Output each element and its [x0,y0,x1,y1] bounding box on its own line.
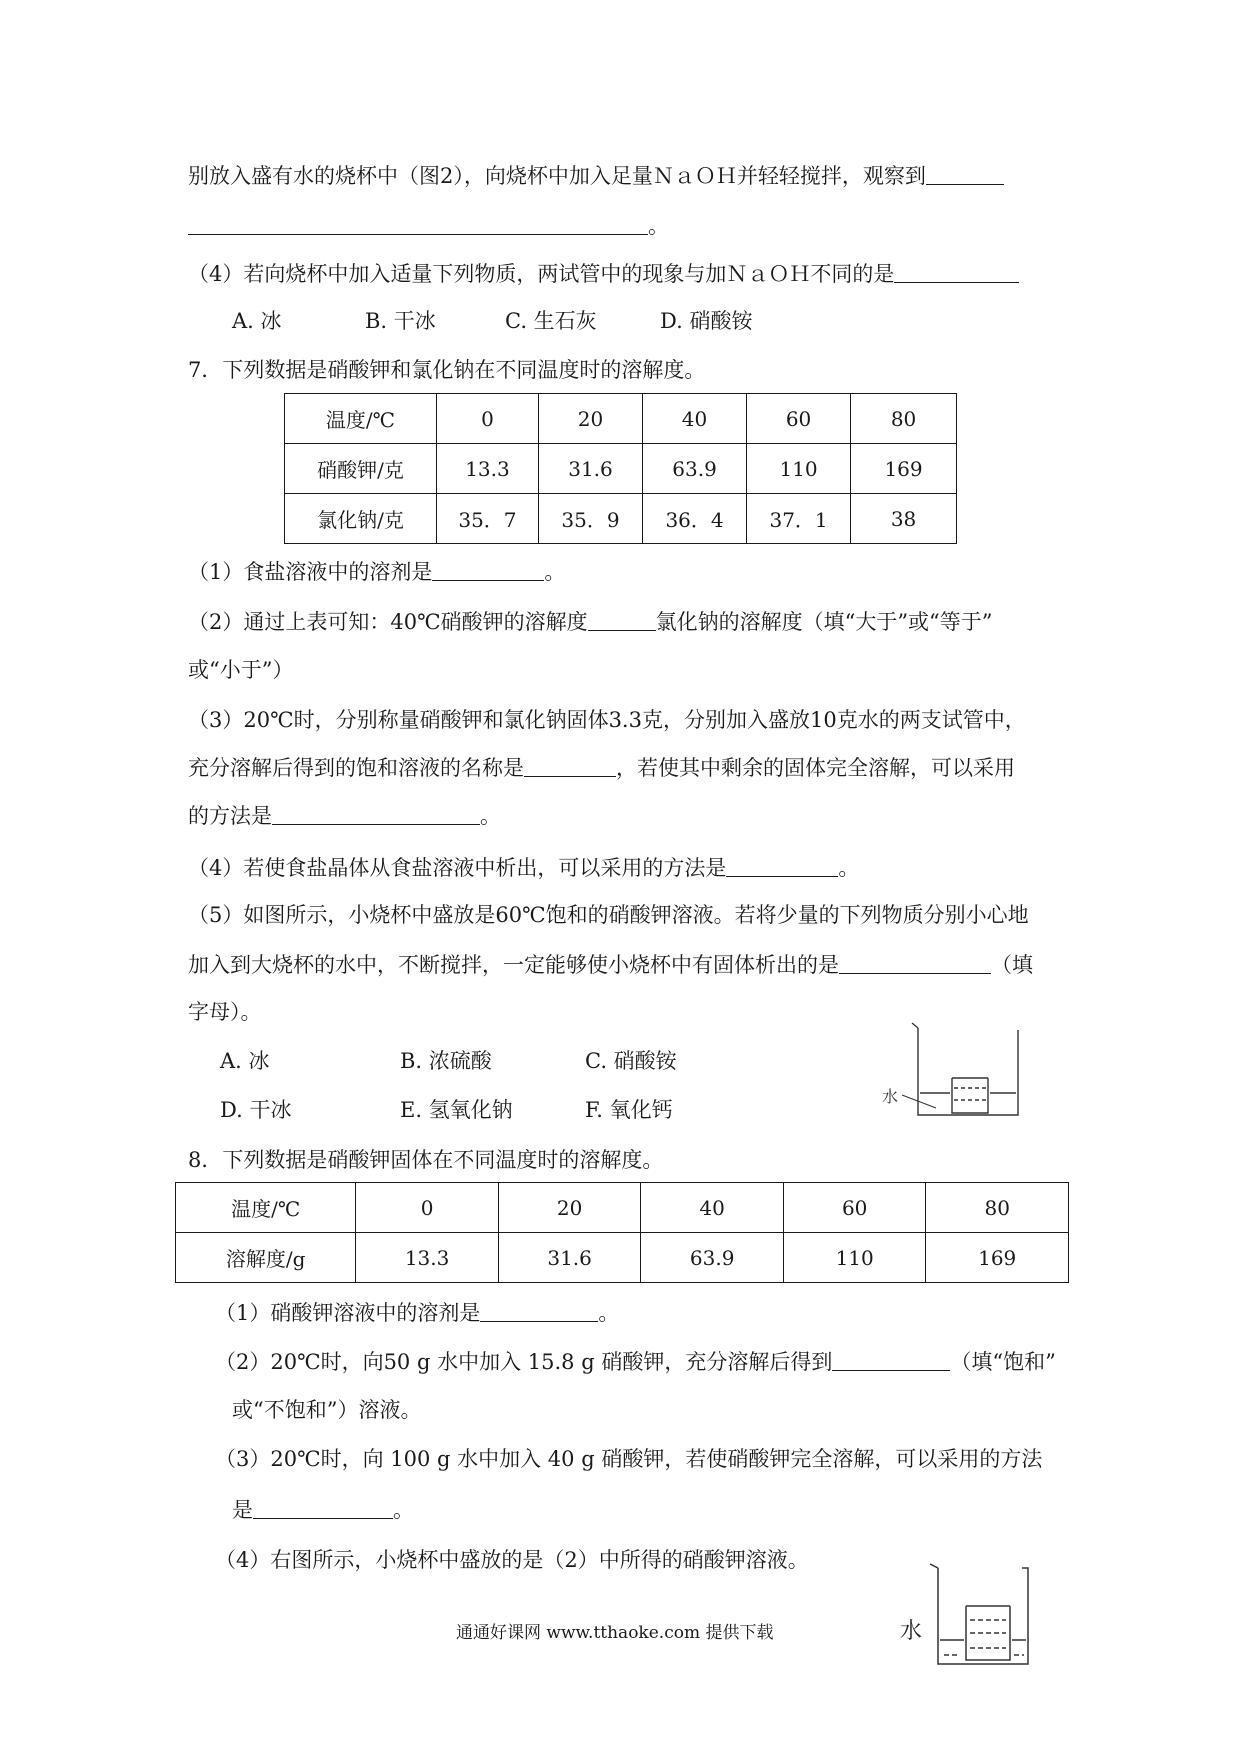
q7-option-a: A. 冰 [220,1049,270,1073]
q7-option-b: B. 浓硫酸 [400,1049,492,1073]
q8-table-row-solubility [176,1233,1069,1283]
q8-sub3-blank[interactable] [253,1494,393,1519]
q8-sub3: （3）20℃时，向 100 g 水中加入 40 g 硝酸钾，若使硝酸钾完全溶解，可以采用的方法 [215,1447,1043,1471]
q6-option-b: B. 干冰 [365,309,436,333]
q7-beaker-figure [880,1020,1020,1120]
q8-sub2-cont: 或“不饱和”）溶液。 [232,1398,422,1422]
q7-header-cell: 80 [851,394,957,444]
page-footer: 通通好课网 www.tthaoke.com 提供下载 [456,1623,774,1643]
q7-sub5-line2: 加入到大烧杯的水中，不断搅拌，一定能够使小烧杯中有固体析出的是 （填 [188,949,1033,980]
q7-sub1-blank[interactable] [432,556,544,581]
q7-table-cell: 169 [851,444,957,494]
q7-table-cell: 37．1 [747,494,851,544]
q7-header-cell: 40 [643,394,747,444]
q7-header-cell: 60 [747,394,851,444]
q7-title: 7．下列数据是硝酸钾和氯化钠在不同温度时的溶解度。 [188,358,706,382]
q7-sub3: （3）20℃时，分别称量硝酸钾和氯化钠固体3.3克，分别加入盛放10克水的两支试管中， [188,708,1026,732]
q8-sub1: （1）硝酸钾溶液中的溶剂是 。 [215,1297,619,1328]
q7-table-cell: 35．9 [538,494,642,544]
q6-answer-blank-1[interactable] [926,160,1004,185]
q8-figure-label: 水 [900,1619,923,1644]
q8-sub1-blank[interactable] [480,1297,598,1322]
q7-header-cell: 20 [538,394,642,444]
q7-sub2-cont: 或“小于”） [188,658,294,682]
q6-sub4: （4）若向烧杯中加入适量下列物质，两试管中的现象与加ＮａＯＨ不同的是 [188,258,1019,289]
q6-sub4-blank[interactable] [894,258,1019,283]
q7-sub4: （4）若使食盐晶体从食盐溶液中析出，可以采用的方法是 。 [188,852,859,883]
q8-sub4: （4）右图所示，小烧杯中盛放的是（2）中所得的硝酸钾溶液。 [215,1548,809,1572]
q7-table-cell: 硝酸钾/克 [285,444,437,494]
q7-table-row-kno3 [285,444,957,494]
q6-option-d: D. 硝酸铵 [660,309,753,333]
q7-sub3-line2: 充分溶解后得到的饱和溶液的名称是 ，若使其中剩余的固体完全溶解，可以采用 [188,752,1015,783]
q6-option-c: C. 生石灰 [505,309,597,333]
q8-table-cell: 169 [926,1233,1069,1283]
q7-table-header-row [285,394,957,444]
q7-table-cell: 31.6 [538,444,642,494]
q6-option-a: A. 冰 [232,309,282,333]
q7-sub3-blank-1[interactable] [524,752,616,777]
q7-option-e: E. 氢氧化钠 [400,1098,513,1122]
q8-header-cell: 60 [783,1183,926,1233]
q8-table-cell: 31.6 [498,1233,641,1283]
q7-sub5-blank[interactable] [839,949,991,974]
q8-header-cell: 80 [926,1183,1069,1233]
q8-sub2-blank[interactable] [832,1346,950,1371]
q7-sub3-blank-2[interactable] [272,800,480,825]
q7-table-cell: 110 [747,444,851,494]
q8-sub2: （2）20℃时，向50 g 水中加入 15.8 g 硝酸钾，充分溶解后得到 （填“饱和” [215,1346,1056,1377]
q7-table-row-nacl [285,494,957,544]
q7-table-cell: 38 [851,494,957,544]
q7-table-cell: 36．4 [643,494,747,544]
q8-header-cell: 温度/℃ [176,1183,356,1233]
q7-option-d: D. 干冰 [220,1098,292,1122]
q8-table-cell: 110 [783,1233,926,1283]
q7-solubility-table [284,393,957,544]
q7-sub2-blank[interactable] [588,606,656,631]
q7-header-cell: 温度/℃ [285,394,437,444]
q7-header-cell: 0 [436,394,538,444]
q7-sub5: （5）如图所示，小烧杯中盛放是60℃饱和的硝酸钾溶液。若将少量的下列物质分别小心地 [188,903,1029,927]
q8-beaker-figure [896,1560,1036,1672]
q7-sub4-blank[interactable] [726,852,838,877]
q8-table-cell: 13.3 [356,1233,499,1283]
q7-sub3-line3: 的方法是 。 [188,800,501,831]
q8-table-header-row [176,1183,1069,1233]
q8-sub3-line2: 是 。 [232,1494,414,1525]
q8-title: 8．下列数据是硝酸钾固体在不同温度时的溶解度。 [188,1148,664,1172]
q7-option-f: F. 氧化钙 [585,1098,673,1122]
q7-sub1: （1）食盐溶液中的溶剂是 。 [188,556,565,587]
q7-table-cell: 氯化钠/克 [285,494,437,544]
q7-table-cell: 13.3 [436,444,538,494]
q8-header-cell: 20 [498,1183,641,1233]
q7-figure-label: 水 [882,1087,899,1106]
q7-sub2: （2）通过上表可知：40℃硝酸钾的溶解度 氯化钠的溶解度（填“大于”或“等于” [188,606,993,637]
q8-table-cell: 溶解度/g [176,1233,356,1283]
q7-option-c: C. 硝酸铵 [585,1049,677,1073]
q7-table-cell: 35．7 [436,494,538,544]
q8-header-cell: 40 [641,1183,784,1233]
q7-table-cell: 63.9 [643,444,747,494]
q6-line-1: 别放入盛有水的烧杯中（图2），向烧杯中加入足量ＮａＯＨ并轻轻搅拌，观察到 [188,160,1004,191]
q6-answer-blank-2[interactable] [188,210,648,235]
q6-line-2: 。 [188,210,669,241]
q7-sub5-line3: 字母）。 [188,1000,262,1024]
q8-solubility-table [175,1182,1069,1283]
q8-header-cell: 0 [356,1183,499,1233]
q8-table-cell: 63.9 [641,1233,784,1283]
